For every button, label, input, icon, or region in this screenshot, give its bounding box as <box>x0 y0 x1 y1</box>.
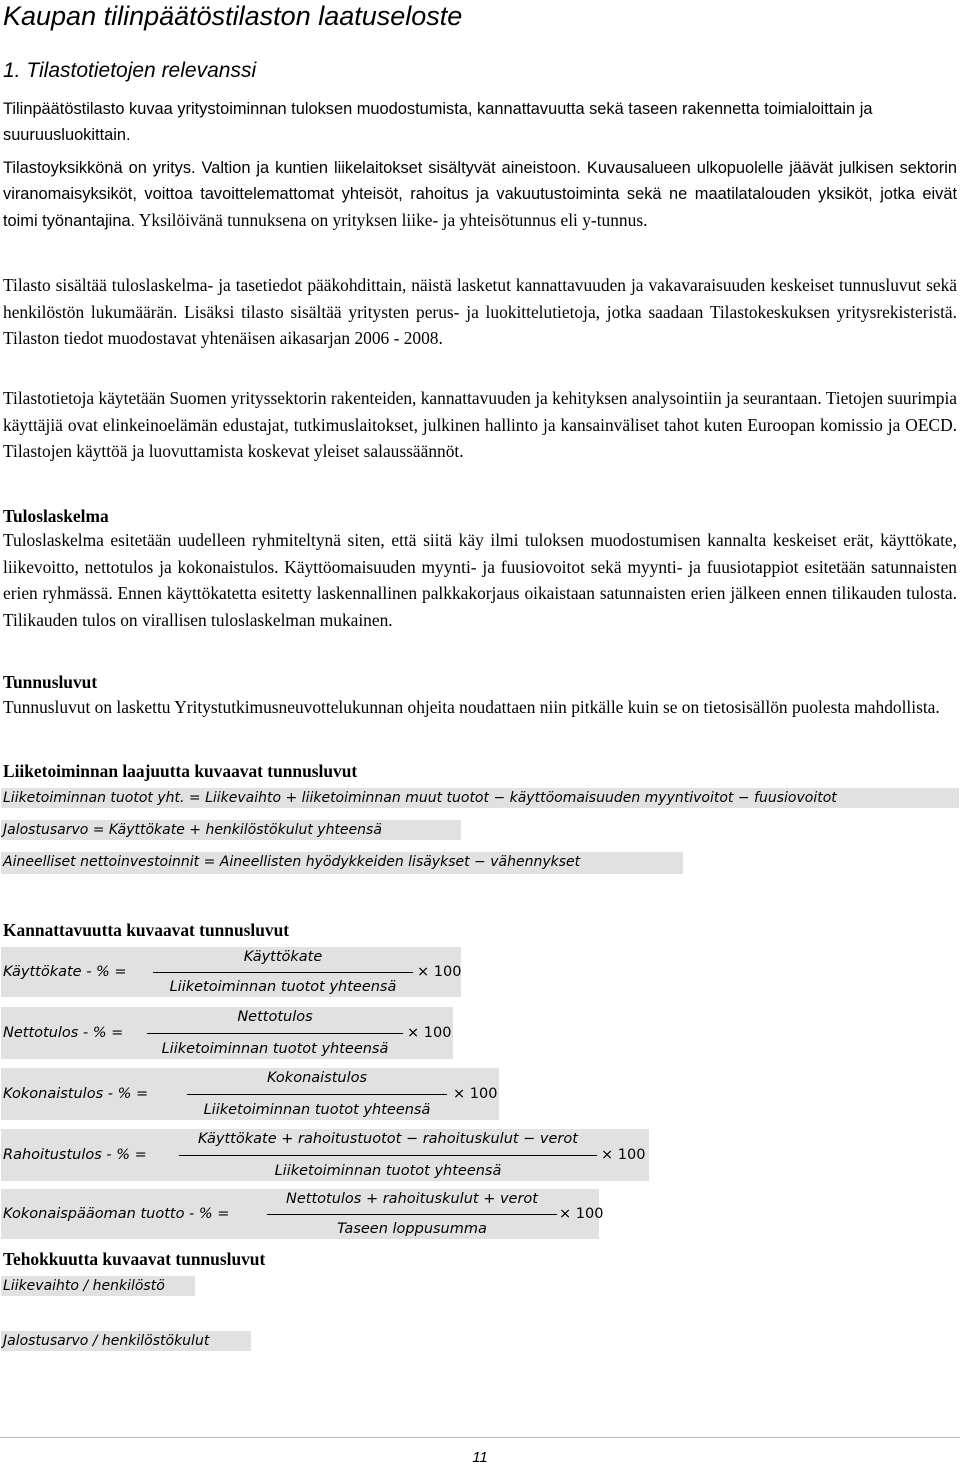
multiplier: × 100 <box>417 964 462 980</box>
paragraph-tuloslaskelma: Tuloslaskelma esitetään uudelleen ryhmiteltynä siten, että siitä käy ilmi tuloksen muodostumisen kannalta keskeiset erät, käyttökate, liikevoitto, nettotulos ja kokonaistulos. Käyttöomaisuuden myynti- ja fuusiovoitot sekä myynti- ja fuusiotappiot esitetään satunnaisten erien ryhmässä. Ennen käyttökatetta esitetty laskennallinen palkkakorjaus oikaistaan satunnaisten erien jälkeen ennen tilikauden tulosta. Tilikauden tulos on virallisen tuloslaskelman mukainen. <box>3 530 957 630</box>
formula-lhs: Nettotulos - % = <box>3 1025 124 1041</box>
formula-lhs: Käyttökate - % = <box>3 964 127 980</box>
paragraph-content: Tilasto sisältää tuloslaskelma- ja tasetiedot pääkohdittain, näistä lasketut kannattavuuden ja vakavaraisuuden keskeiset tunnusluvut sekä henkilöstön lukumäärän. Lisäksi tilasto sisältää yritysten perus- ja luokittelutietoja, jotka saadaan Tilastokeskuksen yritysrekisteristä. Tilaston tiedot muodostavat yhtenäisen aikasarjan 2006 - 2008. <box>3 275 957 348</box>
paragraph-relevance: Tilinpäätöstilasto kuvaa yritystoiminnan tuloksen muodostumista, kannattavuutta sekä taseen rakennetta toimialoittain ja suuruusluokittain. <box>3 100 873 144</box>
denominator: Liiketoiminnan tuotot yhteensä <box>161 1041 389 1057</box>
section-heading: 1. Tilastotietojen relevanssi <box>3 59 257 82</box>
heading-tehokkuus: Tehokkuutta kuvaavat tunnusluvut <box>3 1249 266 1269</box>
footer-divider <box>0 1437 960 1438</box>
page-number: 11 <box>472 1449 488 1466</box>
formula-jalostusarvo: Jalostusarvo = Käyttökate + henkilöstökulut yhteensä <box>1 820 461 840</box>
heading-tunnusluvut: Tunnusluvut <box>3 672 98 692</box>
fraction <box>267 1189 557 1239</box>
page-title: Kaupan tilinpäätöstilaston laatuseloste <box>3 1 463 31</box>
fraction <box>179 1129 597 1181</box>
multiplier: × 100 <box>601 1147 646 1163</box>
formula-lhs: Kokonaistulos - % = <box>3 1086 149 1102</box>
paragraph-tunnusluvut: Tunnusluvut on laskettu Yritystutkimusneuvottelukunnan ohjeita noudattaen niin pitkälle kuin se on tietosisällön puolesta mahdollista. <box>3 697 940 717</box>
fraction <box>153 947 413 997</box>
heading-laajuus: Liiketoiminnan laajuutta kuvaavat tunnusluvut <box>3 761 358 781</box>
numerator: Nettotulos + rahoituskulut + verot <box>286 1191 538 1207</box>
denominator: Liiketoiminnan tuotot yhteensä <box>274 1163 502 1179</box>
formula-kayttokate-pct <box>1 947 461 997</box>
denominator: Liiketoiminnan tuotot yhteensä <box>169 979 397 995</box>
multiplier: × 100 <box>453 1086 498 1102</box>
paragraph-statistical-unit-serif: Yksilöivänä tunnuksena on yrityksen liike- ja yhteisötunnus eli y-tunnus. <box>135 210 648 230</box>
denominator: Liiketoiminnan tuotot yhteensä <box>203 1102 431 1118</box>
fraction-line <box>179 1155 597 1156</box>
formula-nettotulos-pct <box>1 1007 453 1059</box>
denominator: Taseen loppusumma <box>337 1221 487 1237</box>
formula-lhs: Rahoitustulos - % = <box>3 1147 147 1163</box>
heading-tuloslaskelma: Tuloslaskelma <box>3 506 109 526</box>
numerator: Nettotulos <box>237 1009 313 1025</box>
numerator: Käyttökate <box>243 949 323 965</box>
formula-liikevaihto-per-henkilosto: Liikevaihto / henkilöstö <box>1 1276 195 1296</box>
formula-aineelliset-nettoinvestoinnit: Aineelliset nettoinvestoinnit = Aineellisten hyödykkeiden lisäykset − vähennykset <box>1 852 683 874</box>
paragraph-statistical-unit <box>3 155 957 234</box>
formula-liiketoiminnan-tuotot: Liiketoiminnan tuotot yht. = Liikevaihto + liiketoiminnan muut tuotot − käyttöomaisuuden myyntivoitot − fuusiovoitot <box>1 788 959 808</box>
multiplier: × 100 <box>559 1206 604 1222</box>
multiplier: × 100 <box>407 1025 452 1041</box>
formula-lhs: Kokonaispääoman tuotto - % = <box>3 1206 230 1222</box>
formula-jalostusarvo-per-henkilostokulut: Jalostusarvo / henkilöstökulut <box>1 1331 251 1351</box>
paragraph-statistical-unit-sans: Tilastoyksikkönä on yritys. Valtion ja kuntien liikelaitokset sisältyvät aineistoon. Kuvausalueen ulkopuolelle jäävät julkisen sektorin viranomaisyksiköt, voittoa tavoittelemattomat yhteisöt, rahoitus ja vakuutustoiminta sekä ne maatilatalouden yksiköt, jotka eivät toimi työnantajina. <box>3 159 957 230</box>
fraction-line <box>267 1214 557 1215</box>
formula-rahoitustulos-pct <box>1 1129 649 1181</box>
numerator: Käyttökate + rahoitustuotot − rahoituskulut − verot <box>198 1131 578 1147</box>
paragraph-usage: Tilastotietoja käytetään Suomen yrityssektorin rakenteiden, kannattavuuden ja kehityksen analysointiin ja seurantaan. Tietojen suurimpia käyttäjiä ovat elinkeinoelämän edustajat, tutkimuslaitokset, julkinen hallinto ja kansainväliset tahot kuten Euroopan komissio ja OECD. Tilastojen käyttöä ja luovuttamista koskevat yleiset salaussäännöt. <box>3 388 957 461</box>
numerator: Kokonaistulos <box>266 1070 368 1086</box>
fraction <box>147 1007 403 1059</box>
fraction-line <box>187 1094 447 1095</box>
fraction <box>187 1068 447 1120</box>
heading-kannattavuus: Kannattavuutta kuvaavat tunnusluvut <box>3 920 290 940</box>
fraction-line <box>147 1033 403 1034</box>
formula-kokonaistulos-pct <box>1 1068 499 1120</box>
formula-kokonaispaaoman-tuotto-pct <box>1 1189 604 1239</box>
fraction-line <box>153 972 413 973</box>
